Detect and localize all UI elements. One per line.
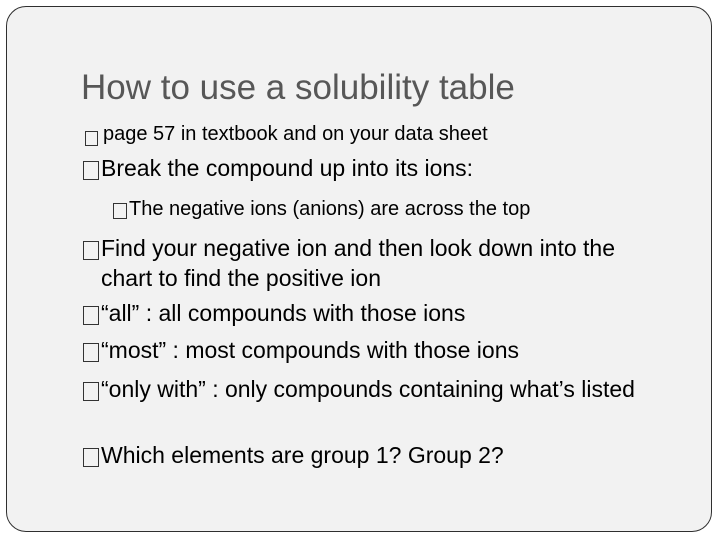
slide [6,6,712,532]
bullet-text: page 57 in textbook and on your data sheet [103,123,488,145]
bullet-box-icon [83,378,99,408]
bullet-text: The negative ions (anions) are across the top [129,198,531,220]
bullet-text: “only with” : only compounds containing what’s listed [101,376,635,402]
bullet-text: Break the compound up into its ions: [101,155,474,181]
bullet-box-icon [83,303,99,331]
bullet-box-icon [83,237,99,267]
bullet-list [7,7,712,532]
bullet-text: “all” : all compounds with those ions [101,300,466,326]
bullet-text: Find your negative ion and then look down into the chart to find the positive ion [101,235,616,291]
bullet-box-icon [85,127,98,153]
bullet-box-icon [83,340,99,368]
slide-title: How to use a solubility table [81,68,515,107]
bullet-text: Which elements are group 1? Group 2? [101,442,504,468]
bullet-box-icon [113,201,127,225]
bullet-box-icon [83,445,99,473]
bullet-box-icon [83,158,99,186]
bullet-text: “most” : most compounds with those ions [101,337,519,363]
